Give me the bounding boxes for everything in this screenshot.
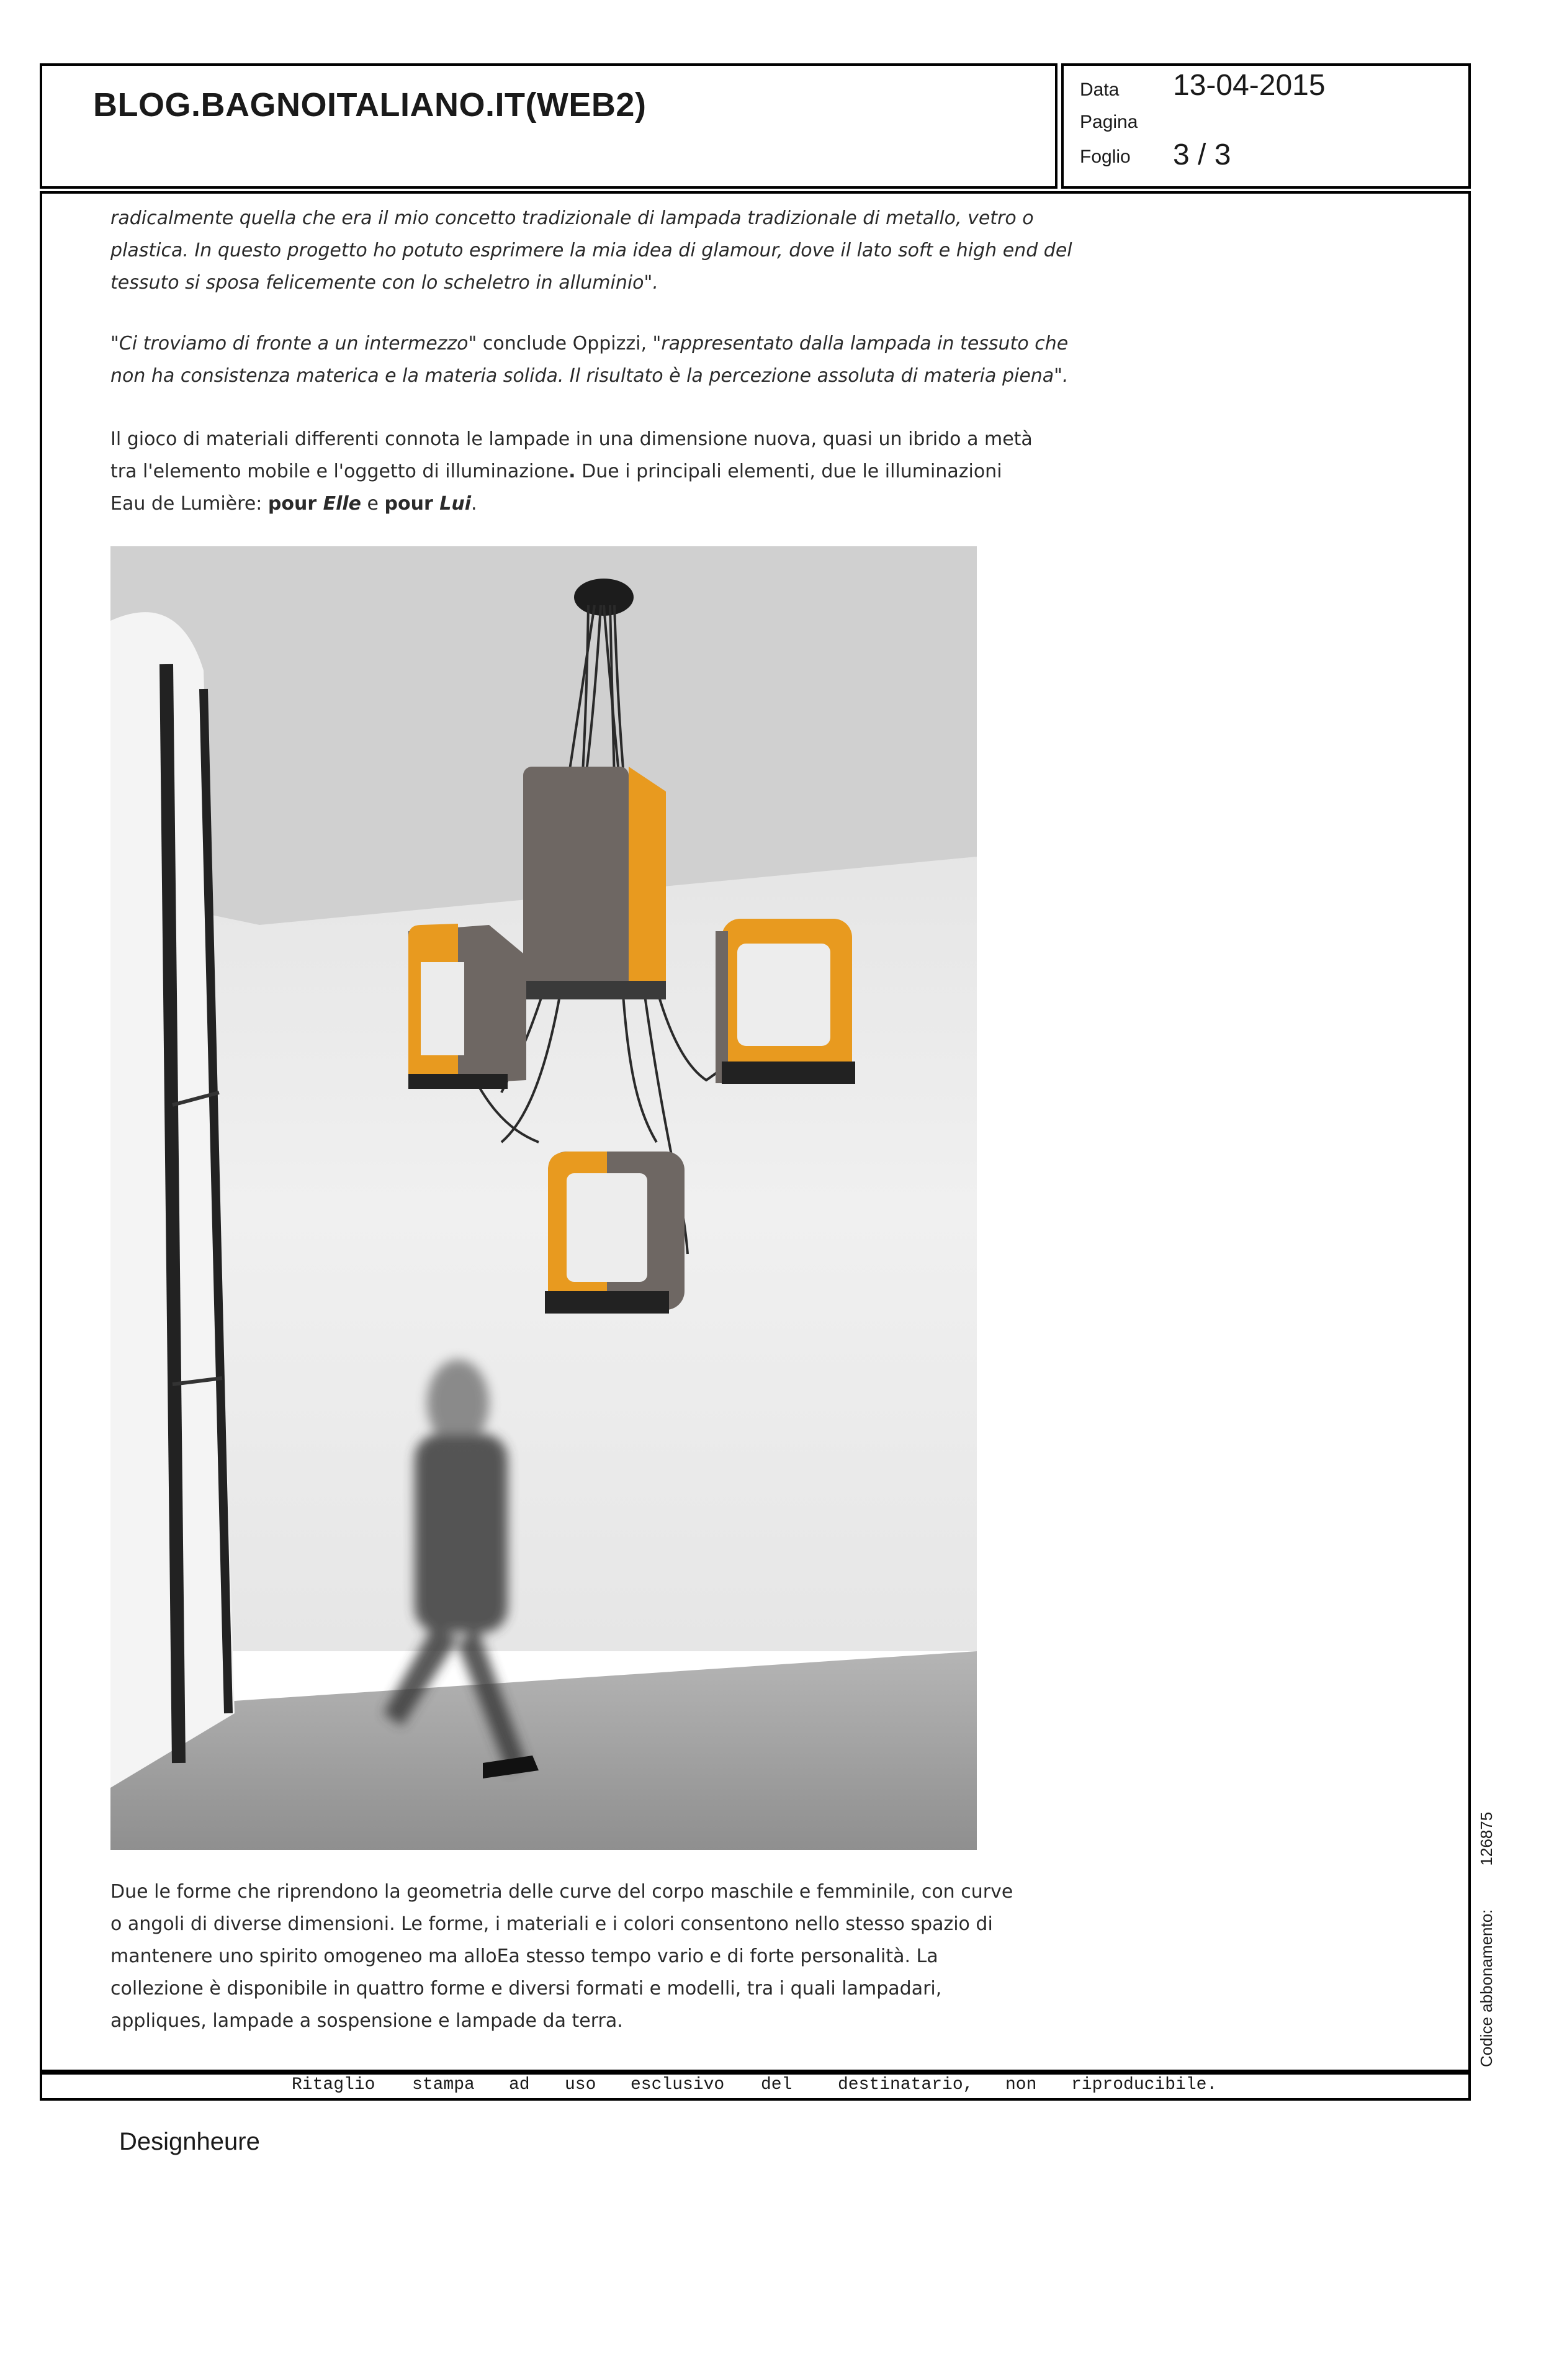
footer-word: uso <box>565 2075 596 2094</box>
text-line <box>110 328 1069 360</box>
data-label: Data <box>1080 79 1120 100</box>
text-line: appliques, lampade a sospensione e lampade da terra. <box>110 2010 623 2032</box>
connector-text: conclude Oppizzi, <box>477 333 653 354</box>
foglio-value: 3 / 3 <box>1173 138 1231 171</box>
text-line: radicalmente quella che era il mio concetto tradizionale di lampada tradizionale di metallo, vetro o <box>110 207 1034 229</box>
photo-lamp-top <box>523 767 666 999</box>
text-line <box>110 488 979 520</box>
data-value: 13-04-2015 <box>1173 69 1326 102</box>
text-line: Il gioco di materiali differenti connota le lampade in una dimensione nuova, quasi un ibrido a metà <box>110 428 1033 450</box>
footer-word: destinatario, <box>838 2075 974 2094</box>
source-title: BLOG.BAGNOITALIANO.IT(WEB2) <box>93 86 647 124</box>
quote-fragment: "rappresentato dalla lampada in tessuto che <box>652 333 1069 354</box>
foglio-label: Foglio <box>1080 146 1131 167</box>
header-source-box <box>40 63 1057 189</box>
footer-word: esclusivo <box>631 2075 725 2094</box>
product-name: Lui <box>439 493 471 515</box>
text-fragment: Eau de Lumière: <box>110 493 268 515</box>
paragraph-description <box>110 1876 1013 2037</box>
footer-word: ad <box>509 2075 530 2094</box>
paragraph-intro <box>110 423 1033 520</box>
text-fragment: . <box>471 493 477 515</box>
text-fragment: Due i principali elementi, due le illuminazioni <box>575 461 1002 482</box>
text-line: Due le forme che riprendono la geometria delle curve del corpo maschile e femminile, con curve <box>110 1881 1013 1903</box>
subscription-code-label: Codice abbonamento: <box>1477 1909 1496 2067</box>
footer-word: del <box>761 2075 792 2094</box>
text-line: collezione è disponibile in quattro forme e diversi formati e modelli, tra i quali lampadari, <box>110 1978 942 1999</box>
photo-lamp-left <box>408 924 526 1089</box>
pagina-label: Pagina <box>1080 112 1138 132</box>
text-line: tessuto si sposa felicemente con lo scheletro in alluminio". <box>110 272 658 294</box>
product-name: pour <box>267 493 323 515</box>
photo-lamp-bottom <box>545 1152 685 1314</box>
text-line <box>110 456 1002 488</box>
text-fragment: . <box>568 461 576 482</box>
paragraph-quote-2 <box>110 328 1069 392</box>
product-name: pour <box>384 493 440 515</box>
text-line: o angoli di diverse dimensioni. Le forme, i materiali e i colori consentono nello stesso spazio di <box>110 1913 993 1935</box>
text-fragment: e <box>361 493 385 515</box>
photo-lamp-right <box>716 919 855 1084</box>
quote-fragment: "Ci troviamo di fronte a un intermezzo" <box>110 333 477 354</box>
footer-disclaimer <box>40 2070 1471 2101</box>
subscription-code-value: 126875 <box>1477 1811 1496 1866</box>
text-line: mantenere uno spirito omogeneo ma alloEa stesso tempo vario e di forte personalità. La <box>110 1945 938 1967</box>
photo-floor <box>110 1651 977 1850</box>
footer-word: non <box>1005 2075 1037 2094</box>
text-line: non ha consistenza materica e la materia solida. Il risultato è la percezione assoluta di materia piena". <box>110 365 1069 387</box>
brand-name: Designheure <box>119 2128 260 2155</box>
footer-word: stampa <box>412 2075 475 2094</box>
footer-word: Ritaglio <box>292 2075 375 2094</box>
text-fragment: tra l'elemento mobile e l'oggetto di illuminazione <box>110 461 569 482</box>
footer-word: riproducibile. <box>1071 2075 1218 2094</box>
text-line: plastica. In questo progetto ho potuto esprimere la mia idea di glamour, dove il lato soft e high end del <box>110 240 1072 261</box>
paragraph-quote-1 <box>110 202 1072 299</box>
lamp-photo <box>110 546 977 1850</box>
subscription-code <box>1477 1812 1496 2067</box>
product-name: Elle <box>323 493 362 515</box>
